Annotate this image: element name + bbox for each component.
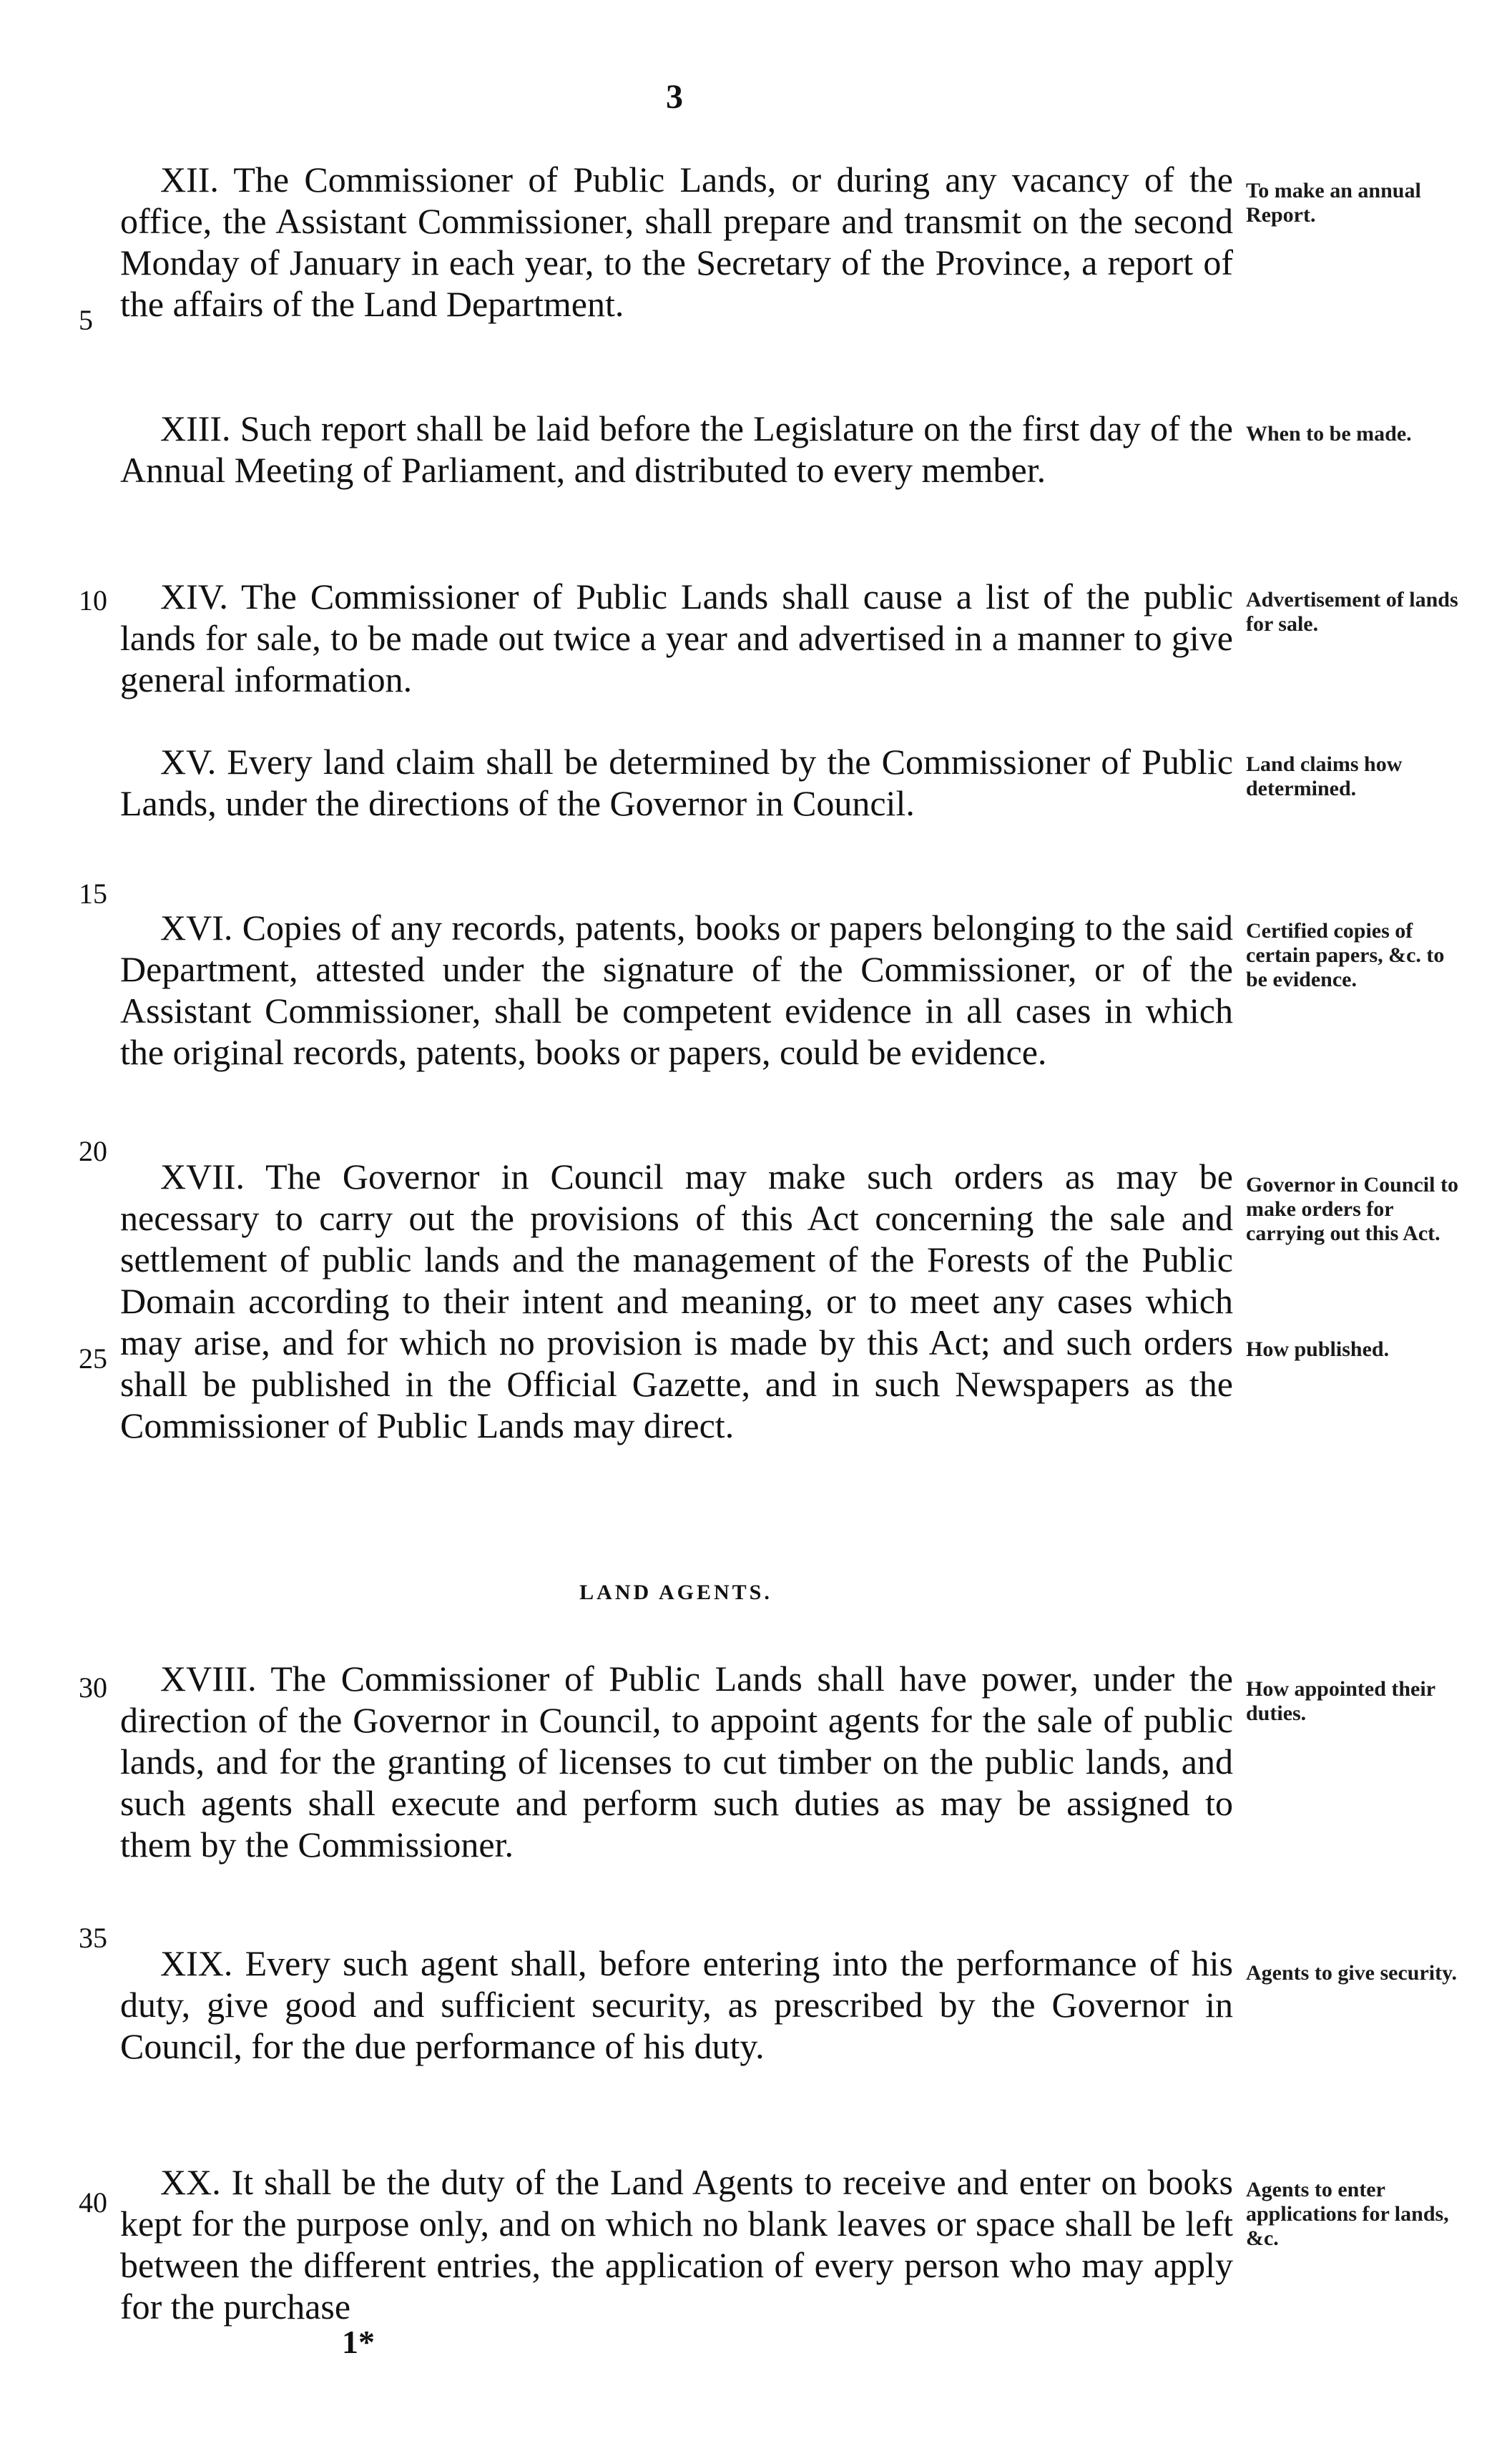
section-xvi	[120, 907, 1233, 1073]
margin-note: How appointed their duties.	[1246, 1677, 1435, 1725]
line-number: 20	[79, 1135, 107, 1167]
section-xix	[120, 1942, 1233, 2067]
margin-note: Agents to enter applications for lands, &c.	[1246, 2178, 1449, 2250]
line-number: 15	[79, 878, 107, 910]
section-text: XIII. Such report shall be laid before the Legislature on the first day of the Annual Meeting of Parliament, and distributed to every member.	[120, 408, 1233, 490]
section-xv	[120, 741, 1233, 824]
line-number: 40	[79, 2186, 107, 2219]
signature-mark: 1*	[342, 2324, 375, 2360]
margin-note: Land claims how determined.	[1246, 752, 1403, 800]
margin-note: Agents to give security.	[1246, 1961, 1457, 1985]
margin-note: How published.	[1246, 1337, 1390, 1361]
section-xviii	[120, 1658, 1233, 1865]
margin-note: Governor in Council to make orders for carrying out this Act.	[1246, 1173, 1458, 1245]
section-xx	[120, 2161, 1233, 2327]
section-xiv	[120, 576, 1233, 700]
section-text: XII. The Commissioner of Public Lands, or during any vacancy of the office, the Assistant Commissioner, shall prepare and transmit on the second Monday of January in each year, to the Secretary of the Province, a report of the affairs of the Land Department.	[120, 159, 1233, 324]
margin-note: Certified copies of certain papers, &c. to be evidence.	[1246, 919, 1445, 991]
section-text: XX. It shall be the duty of the Land Agents to receive and enter on books kept for the purpose only, and on which no blank leaves or space shall be left between the different entries, the application of every person who may apply for the purchase	[120, 2162, 1233, 2327]
section-text: XIV. The Commissioner of Public Lands shall cause a list of the public lands for sale, to be made out twice a year and advertised in a manner to give general information.	[120, 576, 1233, 699]
margin-note: When to be made.	[1246, 422, 1412, 446]
line-number: 35	[79, 1922, 107, 1954]
section-text: XVIII. The Commissioner of Public Lands shall have power, under the direction of the Governor in Council, to appoint agents for the sale of public lands, and for the granting of licenses to cut timber on the public lands, and such agents shall execute and perform such duties as may be assigned to them by the Commissioner.	[120, 1659, 1233, 1865]
section-xiii	[120, 408, 1233, 491]
margin-note: To make an annual Report.	[1246, 179, 1421, 227]
section-heading: LAND AGENTS.	[579, 1581, 772, 1604]
line-number: 30	[79, 1671, 107, 1704]
page-number: 3	[666, 78, 683, 116]
section-xvii	[120, 1156, 1233, 1446]
section-text: XVII. The Governor in Council may make such orders as may be necessary to carry out the provisions of this Act concerning the sale and settlement of public lands and the management of the Forests of the Public Domain according to their intent and meaning, or to meet any cases which may arise, and for which no provision is made by this Act; and such orders shall be published in the Official Gazette, and in such Newspapers as the Commissioner of Public Lands may direct.	[120, 1156, 1233, 1445]
section-xii	[120, 159, 1233, 325]
line-number: 25	[79, 1342, 107, 1375]
line-number: 5	[79, 304, 93, 336]
section-text: XVI. Copies of any records, patents, books or papers belonging to the said Department, attested under the signature of the Commissioner, or of the Assistant Commissioner, shall be competent evidence in all cases in which the original records, patents, books or papers, could be evidence.	[120, 908, 1233, 1072]
line-number: 10	[79, 584, 107, 617]
margin-note: Advertisement of lands for sale.	[1246, 588, 1458, 636]
section-text: XV. Every land claim shall be determined by the Commissioner of Public Lands, under the directions of the Governor in Council.	[120, 742, 1233, 823]
section-text: XIX. Every such agent shall, before entering into the performance of his duty, give good and sufficient security, as prescribed by the Governor in Council, for the due performance of his duty.	[120, 1943, 1233, 2066]
